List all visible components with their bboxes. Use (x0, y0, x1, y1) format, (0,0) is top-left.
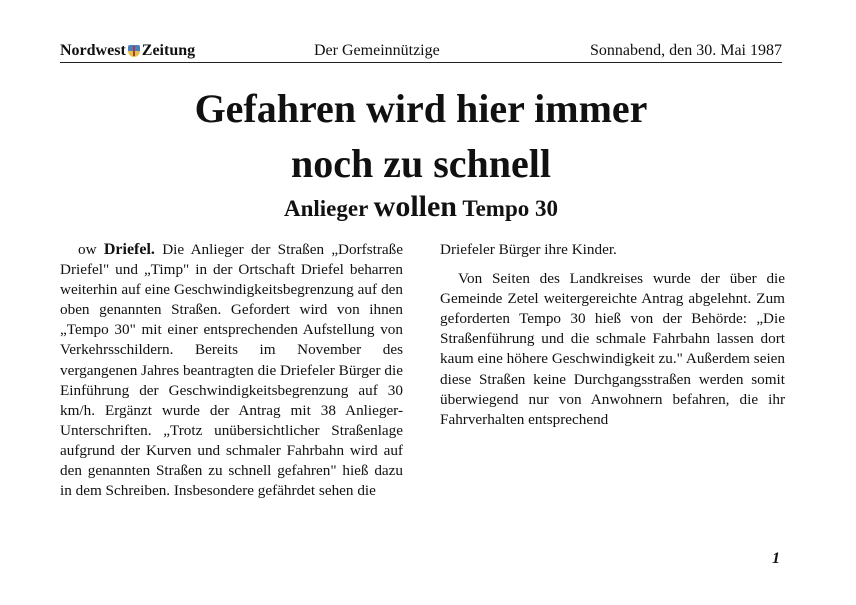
masthead-left: Nordwest (60, 42, 126, 59)
header-subtitle: Der Gemeinnützige (314, 42, 440, 59)
subheadline (60, 192, 782, 224)
subheadline-mid: wollen (373, 190, 457, 223)
article-paragraph-1 (60, 240, 403, 501)
dateline: Driefel. (103, 241, 155, 258)
subheadline-post: Tempo 30 (462, 196, 558, 221)
coat-of-arms-icon (128, 45, 140, 57)
newspaper-header (60, 42, 782, 63)
masthead (60, 42, 195, 60)
subheadline-pre: Anlieger (284, 196, 368, 221)
article-column-left (60, 240, 403, 501)
header-date: Sonnabend, den 30. Mai 1987 (590, 42, 782, 59)
headline-line-2: noch zu schnell (290, 141, 552, 186)
article-paragraph-1-continued: Driefeler Bürger ihre Kinder. (440, 241, 617, 258)
page-number: 1 (772, 550, 780, 567)
article-paragraph-2: Von Seiten des Landkreises wurde der über die Gemeinde Zetel weitergereichte Antrag abgelehnt. Zum geforderten Tempo 30 hieß von der Behörde: „Die Straßenführung und die schmale Fahrbahn lassen dort kaum eine höhere Geschwindigkeit zu." Außerdem seien diese Straßen keine Durchgangsstraßen werden somit überwiegend nur von Anwohnern befahren, die ihr Fahrverhalten entsprechend (440, 270, 785, 428)
author-initials: ow (78, 241, 97, 258)
paragraph-1-text: Die Anlieger der Straßen „Dorfstraße Driefel" und „Timp" in der Ortschaft Driefel beharren weiterhin auf eine Geschwindigkeitsbegrenzung auf den oben genannten Straßen. Gefordert wird von ihnen „Tempo 30" mit einer entsprechenden Aufstellung von Verkehrsschildern. Bereits im November des vergangenen Jahres beantragten die Driefeler Bürger die Einführung der Geschwindigkeitsbegrenzung auf 30 km/h. Ergänzt wurde der Antrag mit 38 Anlieger-Unterschriften. „Trotz unübersichtlicher Straßenlage aufgrund der Kurven und schmaler Fahrbahn wird auf den genannten Straßen zu schnell gefahren" hieß dazu in dem Schreiben. Insbesondere gefährdet sehen die (60, 241, 403, 500)
article-column-right (440, 240, 785, 430)
headline-line-1: Gefahren wird hier immer (194, 86, 648, 131)
masthead-right: Zeitung (141, 42, 196, 59)
